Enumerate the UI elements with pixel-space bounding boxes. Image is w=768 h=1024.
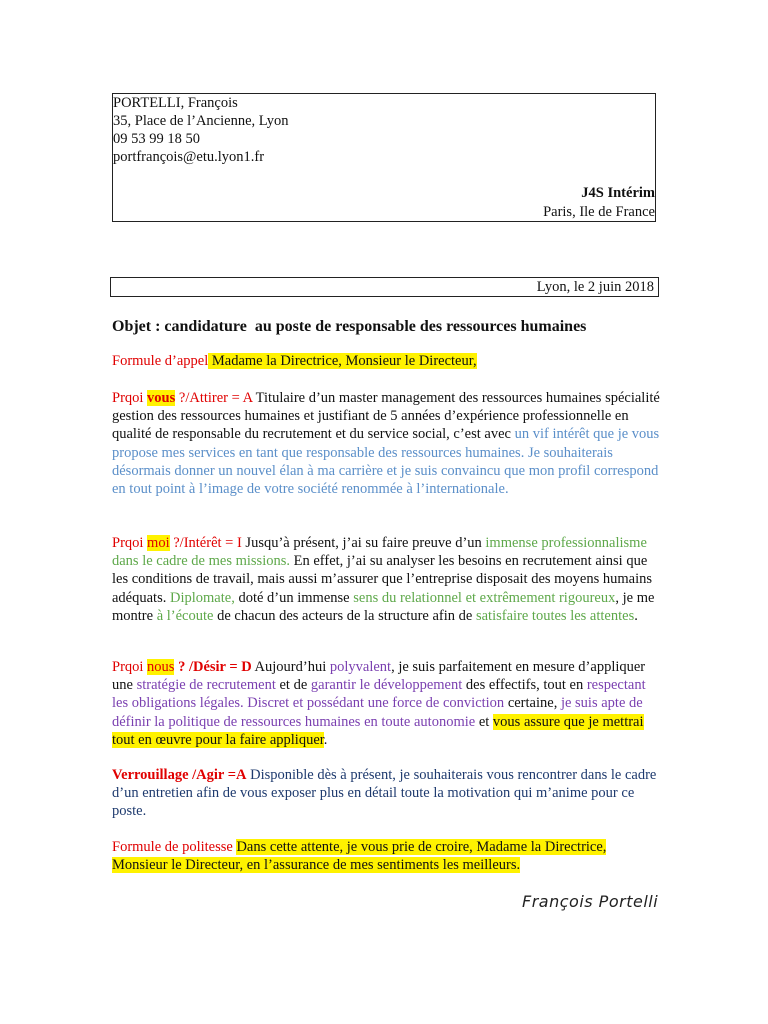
p3-t1: Aujourd’hui xyxy=(251,659,330,675)
p2-lead: Prqoi xyxy=(112,535,148,551)
recipient-company: J4S Intérim xyxy=(581,185,655,201)
p3-v2: stratégie de recrutement xyxy=(136,677,276,694)
p5-text: Dans cette attente, je vous prie de croire, Madame la Directrice, Monsieur le Directeur, en l’assurance de mes sentiments les meilleurs. xyxy=(112,839,607,874)
p3-v1: polyvalent xyxy=(329,659,392,675)
p1-lead: Prqoi xyxy=(112,390,148,406)
p1-text: Titulaire d’un master management des ressources humaines spécialité gestion des ressources humaines et justifiant de 5 années d’expérience professionnelle en qualité de responsable du recrutement et du service social, c’est avec xyxy=(112,390,660,443)
paragraph-politesse xyxy=(112,838,660,874)
p4-text: Disponible dès à présent, je souhaiterais vous rencontrer dans le cadre d’un entretien afin de vous exposer plus en détail toute la motivation qui m’anime pour ce poste. xyxy=(112,767,657,820)
p2-tag: ?/Intérêt = I xyxy=(169,535,242,551)
p2-t2: En effet, j’ai su analyser les besoins en recrutement ainsi que les conditions de travail, mais aussi m’assurer que l’entreprise disposait des moyens humains adéquats. xyxy=(112,553,653,606)
p2-g3: sens du relationnel et extrêmement rigoureux xyxy=(353,589,616,606)
p2-t5: de chacun des acteurs de la structure afin de xyxy=(213,607,476,624)
p3-t4: des effectifs, tout en xyxy=(462,677,587,694)
p2-t6: . xyxy=(634,607,638,624)
sender-phone: 09 53 99 18 50 xyxy=(113,131,200,147)
date-line: Lyon, le 2 juin 2018 xyxy=(110,277,659,297)
p3-v3: garantir le développement xyxy=(310,677,463,694)
p2-key: moi xyxy=(147,535,170,551)
p1-key: vous xyxy=(147,390,176,406)
p3-v4: respectant les obligations légales. Discret et possédant une force de conviction xyxy=(112,677,646,712)
p3-v5: je suis apte de définir la politique de ressources humaines en toute autonomie xyxy=(112,695,643,730)
paragraph-attirer xyxy=(112,389,660,498)
sender-name: PORTELLI, François xyxy=(113,95,238,111)
recipient-block xyxy=(543,184,655,222)
p1-blue: un vif intérêt que je vous propose mes services en tant que responsable des ressources humaines. Je souhaiterais désormais donner un nouvel élan à ma carrière et je suis convaincu que mon profil correspond en tout point à l’image de votre société renommée à l’internationale. xyxy=(112,426,660,498)
p3-t5: certaine, xyxy=(504,695,561,712)
p2-g1: immense professionnalisme dans le cadre de mes missions. xyxy=(112,535,647,570)
sender-address: 35, Place de l’Ancienne, Lyon xyxy=(113,113,289,129)
p1-tag: ?/Attirer = A xyxy=(175,390,253,406)
p2-g5: satisfaire toutes les attentes xyxy=(475,607,635,624)
p2-t3: doté d’un immense xyxy=(234,589,354,606)
p5-label: Formule de politesse xyxy=(112,839,233,855)
p3-t6: et xyxy=(475,713,493,730)
salutation-label: Formule d’appel xyxy=(112,353,209,369)
p2-g2: Diplomate, xyxy=(169,589,235,606)
p2-t1: Jusqu’à présent, j’ai su faire preuve d’un xyxy=(241,535,486,551)
p3-tag: ? /Désir = D xyxy=(174,659,252,675)
paragraph-desir xyxy=(112,658,660,749)
sender-email: portfrançois@etu.lyon1.fr xyxy=(113,149,265,165)
signature: François Portelli xyxy=(522,892,659,911)
p3-lead: Prqoi xyxy=(112,659,148,675)
salutation-paragraph xyxy=(112,352,660,370)
p3-h1: vous assure que je mettrai tout en œuvre pour la faire appliquer xyxy=(112,713,644,748)
p3-t3: et de xyxy=(275,677,311,694)
p2-t4: , je me montre xyxy=(112,589,655,624)
p2-g4: à l’écoute xyxy=(156,607,214,624)
paragraph-agir xyxy=(112,766,660,821)
salutation-text: Madame la Directrice, Monsieur le Directeur, xyxy=(208,353,477,369)
sender-block xyxy=(113,94,289,166)
recipient-location: Paris, Ile de France xyxy=(543,204,655,220)
p4-tag: Verrouillage /Agir =A xyxy=(112,767,247,783)
subject-line: Objet : candidature au poste de responsable des ressources humaines xyxy=(112,318,587,335)
paragraph-interet xyxy=(112,534,660,625)
p3-t7: . xyxy=(323,731,328,748)
p3-t2: , je suis parfaitement en mesure d’appliquer une xyxy=(112,659,646,694)
p3-key: nous xyxy=(147,659,175,675)
